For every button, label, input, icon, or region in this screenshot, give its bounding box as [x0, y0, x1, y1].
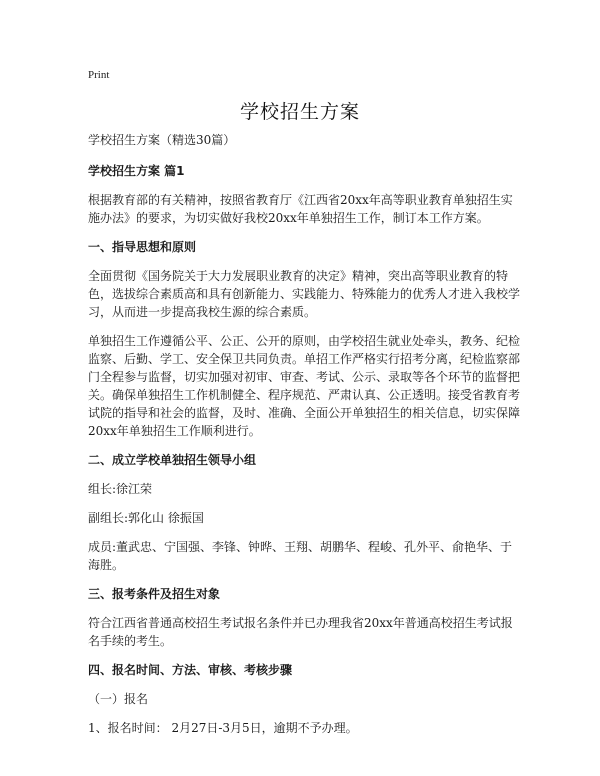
print-link[interactable]: Print — [88, 69, 110, 81]
subheading-registration: （一）报名 — [88, 692, 149, 706]
document-body — [88, 131, 520, 748]
leader-line: 组长:徐江荣 — [88, 482, 153, 496]
paragraph-principles: 单独招生工作遵循公平、公正、公开的原则，由学校招生就业处牵头，教务、纪检监察、后勤、学工、安全保卫共同负责。单招工作严格实行招考分离，纪检监察部门全程参与监督，切实加强对初审、审查、考试、公示、录取等各个环节的监督把关。确保单独招生工作机制健全、程序规范、严肃认真、公正透明。接受省教育考试院的指导和社会的监督，及时、准确、全面公开单独招生的相关信息，切实保障20xx年单独招生工作顺利进行。 — [88, 334, 521, 438]
document-title: 学校招生方案 — [239, 101, 360, 123]
heading-eligibility: 三、报考条件及招生对象 — [88, 587, 221, 601]
paragraph-guiding-ideology: 全面贯彻《国务院关于大力发展职业教育的决定》精神，突出高等职业教育的特色，选拔综合素质高和具有创新能力、实践能力、特殊能力的优秀人才进入我校学习，从而进一步提高我校生源的综合素质。 — [88, 269, 521, 319]
item-registration-time: 1、报名时间： 2月27日-3月5日，逾期不予办理。 — [88, 721, 358, 735]
intro-paragraph: 根据教育部的有关精神，按照省教育厅《江西省20xx年高等职业教育单独招生实施办法》的要求，为切实做好我校20xx年单独招生工作，制订本工作方案。 — [88, 193, 513, 225]
document-subtitle: 学校招生方案（精选30篇） — [88, 133, 236, 147]
section-title: 学校招生方案 篇1 — [88, 164, 185, 178]
heading-leadership-group: 二、成立学校单独招生领导小组 — [88, 453, 257, 467]
paragraph-eligibility: 符合江西省普通高校招生考试报名条件并已办理我省20xx年普通高校招生考试报名手续的考生。 — [88, 616, 513, 648]
vice-leader-line: 副组长:郭化山 徐振国 — [88, 511, 204, 525]
heading-registration-steps: 四、报名时间、方法、审核、考核步骤 — [88, 663, 293, 677]
heading-guiding-principles: 一、指导思想和原则 — [88, 240, 197, 254]
members-line: 成员:董武忠、宁国强、李锋、钟晔、王翔、胡鹏华、程峻、孔外平、俞艳华、于海胜。 — [88, 540, 513, 572]
